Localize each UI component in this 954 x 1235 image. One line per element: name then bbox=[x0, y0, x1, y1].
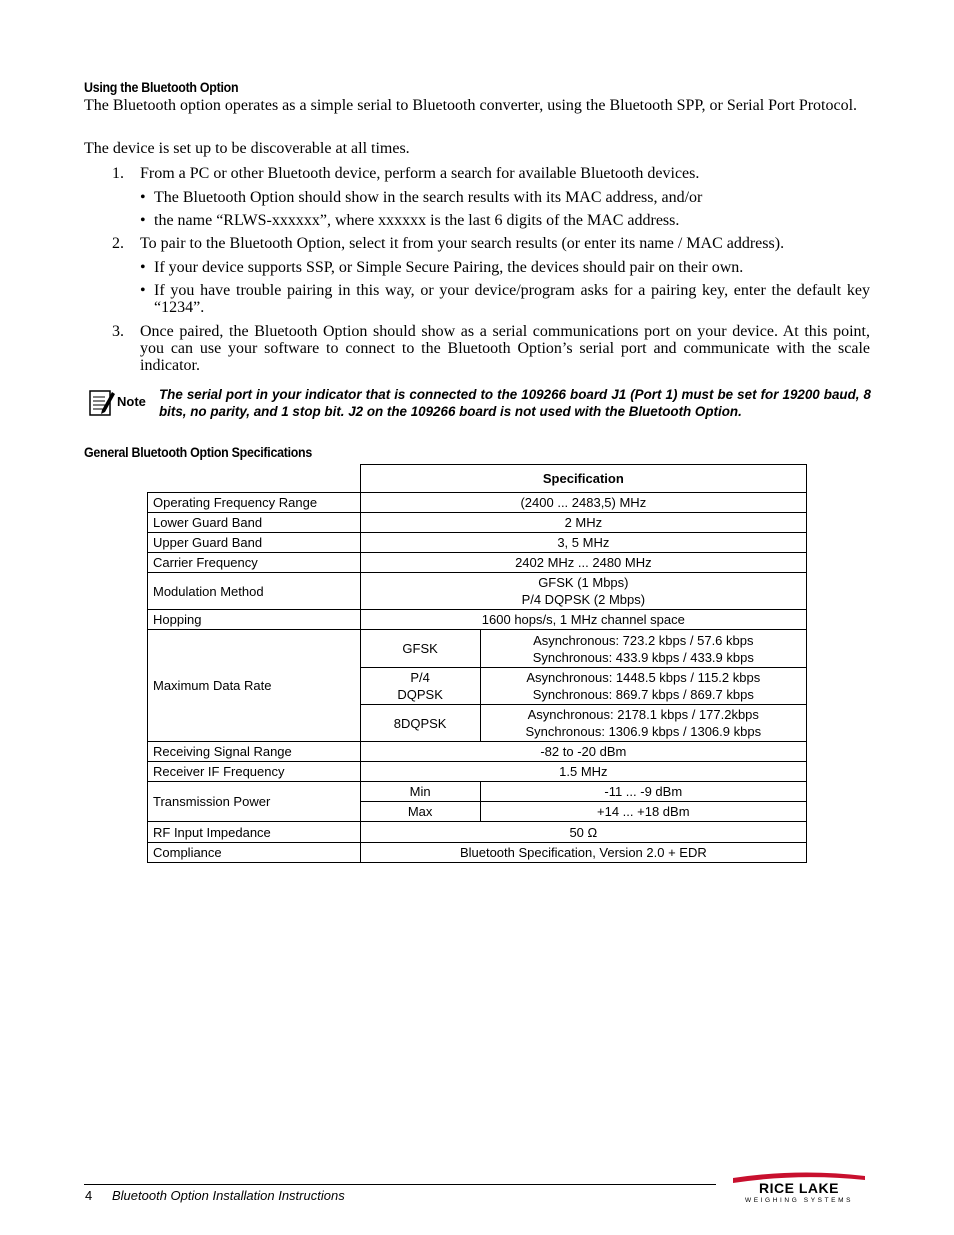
rice-lake-logo bbox=[731, 1170, 867, 1204]
step-number: 2. bbox=[112, 235, 124, 252]
step-number: 1. bbox=[112, 165, 124, 182]
row-label: Operating Frequency Range bbox=[148, 493, 361, 513]
bullet-item: If you have trouble pairing in this way, or your device/program asks for a pairing key, enter the default key “1234”. bbox=[154, 282, 870, 316]
row-label: Receiver IF Frequency bbox=[148, 762, 361, 782]
rate-cell bbox=[480, 668, 806, 705]
bullet-marker: • bbox=[140, 189, 146, 206]
row-label: Hopping bbox=[148, 610, 361, 630]
row-value: -11 ... -9 dBm bbox=[480, 782, 806, 802]
table-header-specification: Specification bbox=[360, 465, 806, 493]
logo-subtitle: WEIGHING SYSTEMS bbox=[744, 1197, 854, 1204]
value-line: Synchronous: 1306.9 kbps / 1306.9 kbps bbox=[525, 724, 762, 739]
intro-paragraph: The Bluetooth option operates as a simple serial to Bluetooth converter, using the Bluetooth SPP, or Serial Port Protocol. bbox=[84, 97, 858, 114]
table-row bbox=[148, 573, 807, 610]
row-value: 2 MHz bbox=[360, 513, 806, 533]
table-row bbox=[148, 610, 807, 630]
note-text: The serial port in your indicator that is connected to the 109266 board J1 (Port 1) must be set for 19200 baud, 8 bits, no parity, and 1 stop bit. J2 on the 109266 board is not used with the Bluetooth Option. bbox=[159, 387, 871, 419]
table-row bbox=[148, 762, 807, 782]
step-number: 3. bbox=[112, 323, 124, 340]
row-label: Lower Guard Band bbox=[148, 513, 361, 533]
table-row bbox=[148, 493, 807, 513]
section-heading-specifications: General Bluetooth Option Specifications bbox=[84, 445, 313, 460]
note-label: Note bbox=[117, 394, 146, 409]
table-row bbox=[148, 782, 807, 802]
row-label: Carrier Frequency bbox=[148, 553, 361, 573]
table-row bbox=[148, 630, 807, 668]
step-text: From a PC or other Bluetooth device, perform a search for available Bluetooth devices. bbox=[140, 165, 700, 182]
table-row bbox=[148, 533, 807, 553]
table-row bbox=[148, 513, 807, 533]
bullet-marker: • bbox=[140, 259, 146, 276]
value-line: Synchronous: 433.9 kbps / 433.9 kbps bbox=[532, 649, 754, 665]
footer-title: Bluetooth Option Installation Instructions bbox=[112, 1188, 345, 1203]
mode-cell: 8DQPSK bbox=[360, 705, 480, 742]
mode-cell: Min bbox=[360, 782, 480, 802]
row-label: Maximum Data Rate bbox=[148, 630, 361, 742]
row-label: Compliance bbox=[148, 843, 361, 863]
row-value: 1.5 MHz bbox=[360, 762, 806, 782]
row-label: Upper Guard Band bbox=[148, 533, 361, 553]
footer-rule bbox=[84, 1184, 716, 1185]
table-header-row bbox=[148, 465, 807, 493]
value-line: DQPSK bbox=[397, 687, 443, 702]
step-text: To pair to the Bluetooth Option, select it from your search results (or enter its name / MAC address). bbox=[140, 235, 785, 252]
table-row bbox=[148, 843, 807, 863]
row-value: 2402 MHz ... 2480 MHz bbox=[360, 553, 806, 573]
row-value: +14 ... +18 dBm bbox=[480, 802, 806, 822]
value-line: GFSK (1 Mbps) bbox=[538, 575, 629, 590]
mode-cell: Max bbox=[360, 802, 480, 822]
row-label: Receiving Signal Range bbox=[148, 742, 361, 762]
value-line: P/4 DQPSK (2 Mbps) bbox=[521, 592, 646, 607]
row-label: RF Input Impedance bbox=[148, 822, 361, 843]
row-value: -82 to -20 dBm bbox=[360, 742, 806, 762]
row-label: Transmission Power bbox=[148, 782, 361, 822]
bullet-item: The Bluetooth Option should show in the search results with its MAC address, and/or bbox=[154, 189, 703, 206]
page-number: 4 bbox=[85, 1188, 93, 1203]
value-line: Synchronous: 869.7 kbps / 869.7 kbps bbox=[532, 687, 754, 702]
value-line: Asynchronous: 1448.5 kbps / 115.2 kbps bbox=[526, 670, 761, 685]
row-value: 50 Ω bbox=[360, 822, 806, 843]
table-row bbox=[148, 553, 807, 573]
mode-cell bbox=[360, 668, 480, 705]
section-heading-using-bluetooth: Using the Bluetooth Option bbox=[84, 80, 239, 95]
row-value: 3, 5 MHz bbox=[360, 533, 806, 553]
bullet-marker: • bbox=[140, 282, 146, 299]
rate-cell bbox=[480, 705, 806, 742]
discoverable-paragraph: The device is set up to be discoverable at all times. bbox=[84, 140, 410, 157]
row-value: (2400 ... 2483,5) MHz bbox=[360, 493, 806, 513]
row-value: 1600 hops/s, 1 MHz channel space bbox=[360, 610, 806, 630]
row-label: Modulation Method bbox=[148, 573, 361, 610]
bullet-item: the name “RLWS-xxxxxx”, where xxxxxx is the last 6 digits of the MAC address. bbox=[154, 212, 680, 229]
spec-table bbox=[147, 464, 807, 863]
table-row bbox=[148, 822, 807, 843]
value-line: Asynchronous: 2178.1 kbps / 177.2kbps bbox=[527, 707, 759, 722]
rate-cell bbox=[480, 630, 806, 668]
value-line: Asynchronous: 723.2 kbps / 57.6 kbps bbox=[533, 632, 754, 648]
logo-wordmark: RICE LAKE bbox=[759, 1180, 839, 1196]
row-value: Bluetooth Specification, Version 2.0 + EDR bbox=[360, 843, 806, 863]
mode-cell: GFSK bbox=[360, 630, 480, 668]
bullet-marker: • bbox=[140, 212, 146, 229]
row-value bbox=[360, 573, 806, 610]
value-line: P/4 bbox=[410, 670, 430, 685]
bullet-item: If your device supports SSP, or Simple Secure Pairing, the devices should pair on their own. bbox=[154, 259, 744, 276]
step-text: Once paired, the Bluetooth Option should show as a serial communications port on your device. At this point, you can use your software to connect to the Bluetooth Option’s serial port and communicate with the scale indicator. bbox=[140, 323, 870, 374]
table-row bbox=[148, 742, 807, 762]
